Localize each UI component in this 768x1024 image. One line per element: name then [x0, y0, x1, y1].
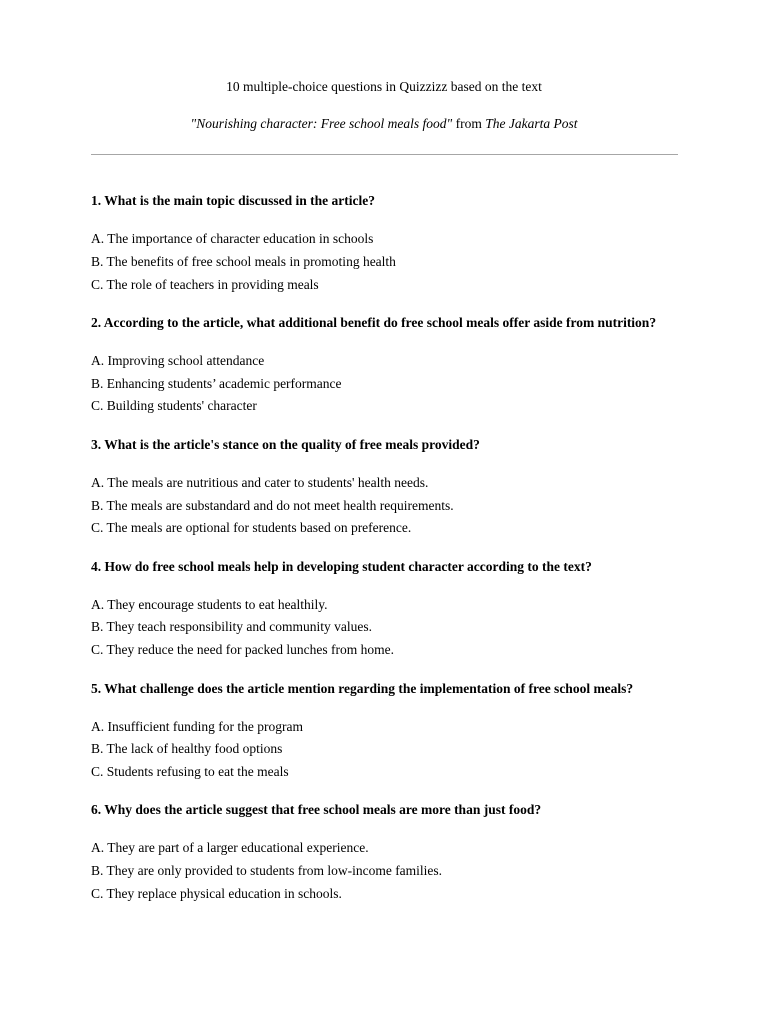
option-c: C. They reduce the need for packed lunches from home.: [91, 642, 395, 658]
option-c: C. Students refusing to eat the meals: [91, 764, 289, 780]
option-b: B. Enhancing students’ academic performance: [91, 375, 342, 391]
article-reference: [0, 116, 768, 132]
option-b: B. They are only provided to students from low-income families.: [91, 863, 443, 879]
horizontal-divider: [91, 154, 678, 155]
question-6: [91, 799, 671, 905]
document-heading: 10 multiple-choice questions in Quizzizz based on the text: [226, 79, 542, 94]
question-list: [91, 190, 671, 921]
question-text: 3. What is the article's stance on the quality of free meals provided?: [91, 436, 480, 452]
option-a: A. Improving school attendance: [91, 352, 265, 368]
question-4: [91, 556, 671, 662]
question-2: [91, 312, 671, 418]
article-source: The Jakarta Post: [485, 116, 578, 131]
question-1: [91, 190, 671, 296]
question-text: 2. According to the article, what additional benefit do free school meals offer aside from nutrition?: [91, 314, 657, 330]
option-b: B. They teach responsibility and community values.: [91, 619, 372, 635]
option-a: A. The importance of character education in schools: [91, 231, 374, 246]
article-title: "Nourishing character: Free school meals food": [190, 116, 453, 131]
option-c: C. The role of teachers in providing meals: [91, 276, 319, 292]
question-text: 4. How do free school meals help in developing student character according to the text?: [91, 558, 592, 574]
option-b: B. The lack of healthy food options: [91, 741, 283, 757]
option-c: C. The meals are optional for students based on preference.: [91, 520, 412, 536]
question-5: [91, 678, 671, 784]
article-from-text: from: [452, 116, 486, 131]
option-b: B. The meals are substandard and do not meet health requirements.: [91, 497, 454, 513]
question-text: 5. What challenge does the article mention regarding the implementation of free school meals?: [91, 680, 634, 696]
option-a: A. They are part of a larger educational experience.: [91, 840, 369, 856]
question-3: [91, 434, 671, 540]
option-a: A. The meals are nutritious and cater to students' health needs.: [91, 474, 429, 490]
option-c: C. Building students' character: [91, 398, 257, 414]
option-a: A. They encourage students to eat healthily.: [91, 596, 328, 612]
option-b: B. The benefits of free school meals in promoting health: [91, 253, 396, 269]
option-c: C. They replace physical education in schools.: [91, 886, 342, 902]
question-text: 1. What is the main topic discussed in the article?: [91, 193, 376, 208]
option-a: A. Insufficient funding for the program: [91, 718, 303, 734]
question-text: 6. Why does the article suggest that free school meals are more than just food?: [91, 802, 542, 818]
